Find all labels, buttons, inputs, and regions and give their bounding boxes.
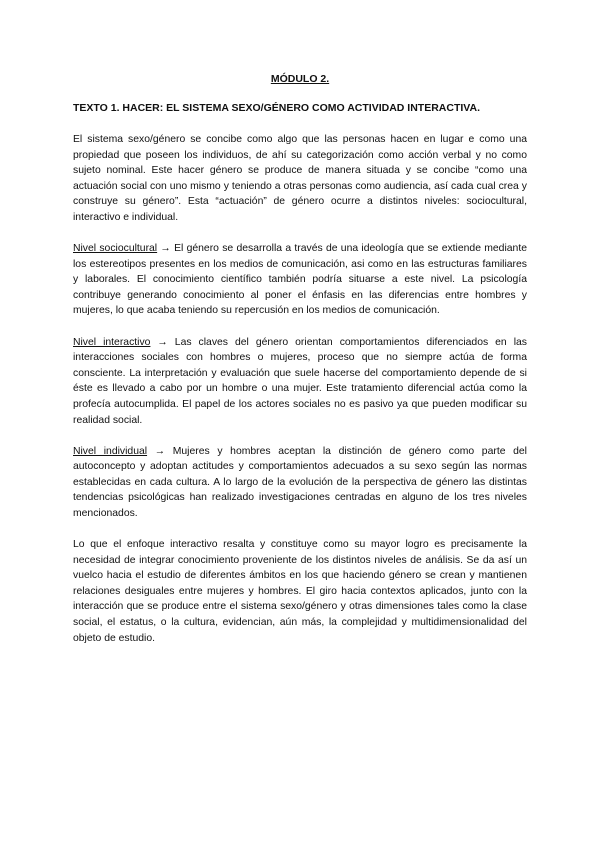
level-sociocultural-label: Nivel sociocultural xyxy=(73,243,158,255)
level-individual-text: Mujeres y hombres aceptan la distinción de género como parte del autoconcepto y adoptan actitudes y comportamientos adecuados a su sexo según las normas establecidas en cada cultura. A lo largo de la evolución de la perspectiva de género las distintas tendencias psicológicas han realizado investigaciones centradas en alguno de los tres niveles mencionados. xyxy=(73,445,527,519)
level-individual-label: Nivel individual xyxy=(73,445,148,457)
intro-paragraph: El sistema sexo/género se concibe como algo que las personas hacen en lugar e como una propiedad que poseen los individuos, de ahí su categorización como acción verbal y no como sujeto nominal. Este hacer género se produce de manera situada y se concibe “como una actuación social con uno mismo y teniendo a otras personas como audiencia, así cada cual crea y construye su género”. Esta “actuación” de género ocurre a distintos niveles: sociocultural, interactivo e individual. xyxy=(73,134,527,223)
module-title: MÓDULO 2. xyxy=(270,73,330,85)
text-title: TEXTO 1. HACER: EL SISTEMA SEXO/GÉNERO COMO ACTIVIDAD INTERACTIVA. xyxy=(73,102,481,114)
level-individual-paragraph xyxy=(73,444,527,522)
conclusion-paragraph: Lo que el enfoque interactivo resalta y constituye como su mayor logro es precisamente la necesidad de integrar conocimiento proveniente de los distintos niveles de análisis. Se da así un vuelco hacia el estudio de diferentes ámbitos en los que haciendo género se crean y mantienen relaciones desiguales entre mujeres y hombres. El giro hacia contextos aplicados, junto con la interacción que se produce entre el sistema sexo/género y otras dimensiones tales como la clase social, el estatus, o la cultura, evidencian, aún más, la complejidad y multidimensionalidad del objeto de estudio. xyxy=(73,539,527,644)
document-content xyxy=(73,72,527,662)
arrow-icon: → xyxy=(150,336,175,348)
level-interactive-paragraph xyxy=(73,335,527,429)
level-interactive-text: Las claves del género orientan comportamientos diferenciados en las interacciones sociales con hombres o mujeres, proceso que no siempre actúa de forma consciente. La interpretación y evaluación que suele hacerse del comportamiento depende de si éste es llevado a cabo por un hombre o una mujer. Este tratamiento diferencial actúa como la profecía autocumplida. El papel de los actores sociales no es pasivo ya que pueden modificar su realidad social. xyxy=(73,336,527,426)
arrow-icon: → xyxy=(157,243,175,255)
level-sociocultural-paragraph xyxy=(73,241,527,319)
level-interactive-label: Nivel interactivo xyxy=(73,336,151,348)
arrow-icon: → xyxy=(147,445,173,457)
level-sociocultural-text: El género se desarrolla a través de una ideología que se extiende mediante los estereotipos presentes en los medios de comunicación, asi como en las estructuras familiares y laborales. El conocimiento científico también podría situarse a este nivel. La psicología contribuye generando conocimiento al poner el énfasis en las diferencias entre hombres y mujeres, lo que acaba teniendo su repercusión en los medios de comunicación. xyxy=(73,243,527,317)
